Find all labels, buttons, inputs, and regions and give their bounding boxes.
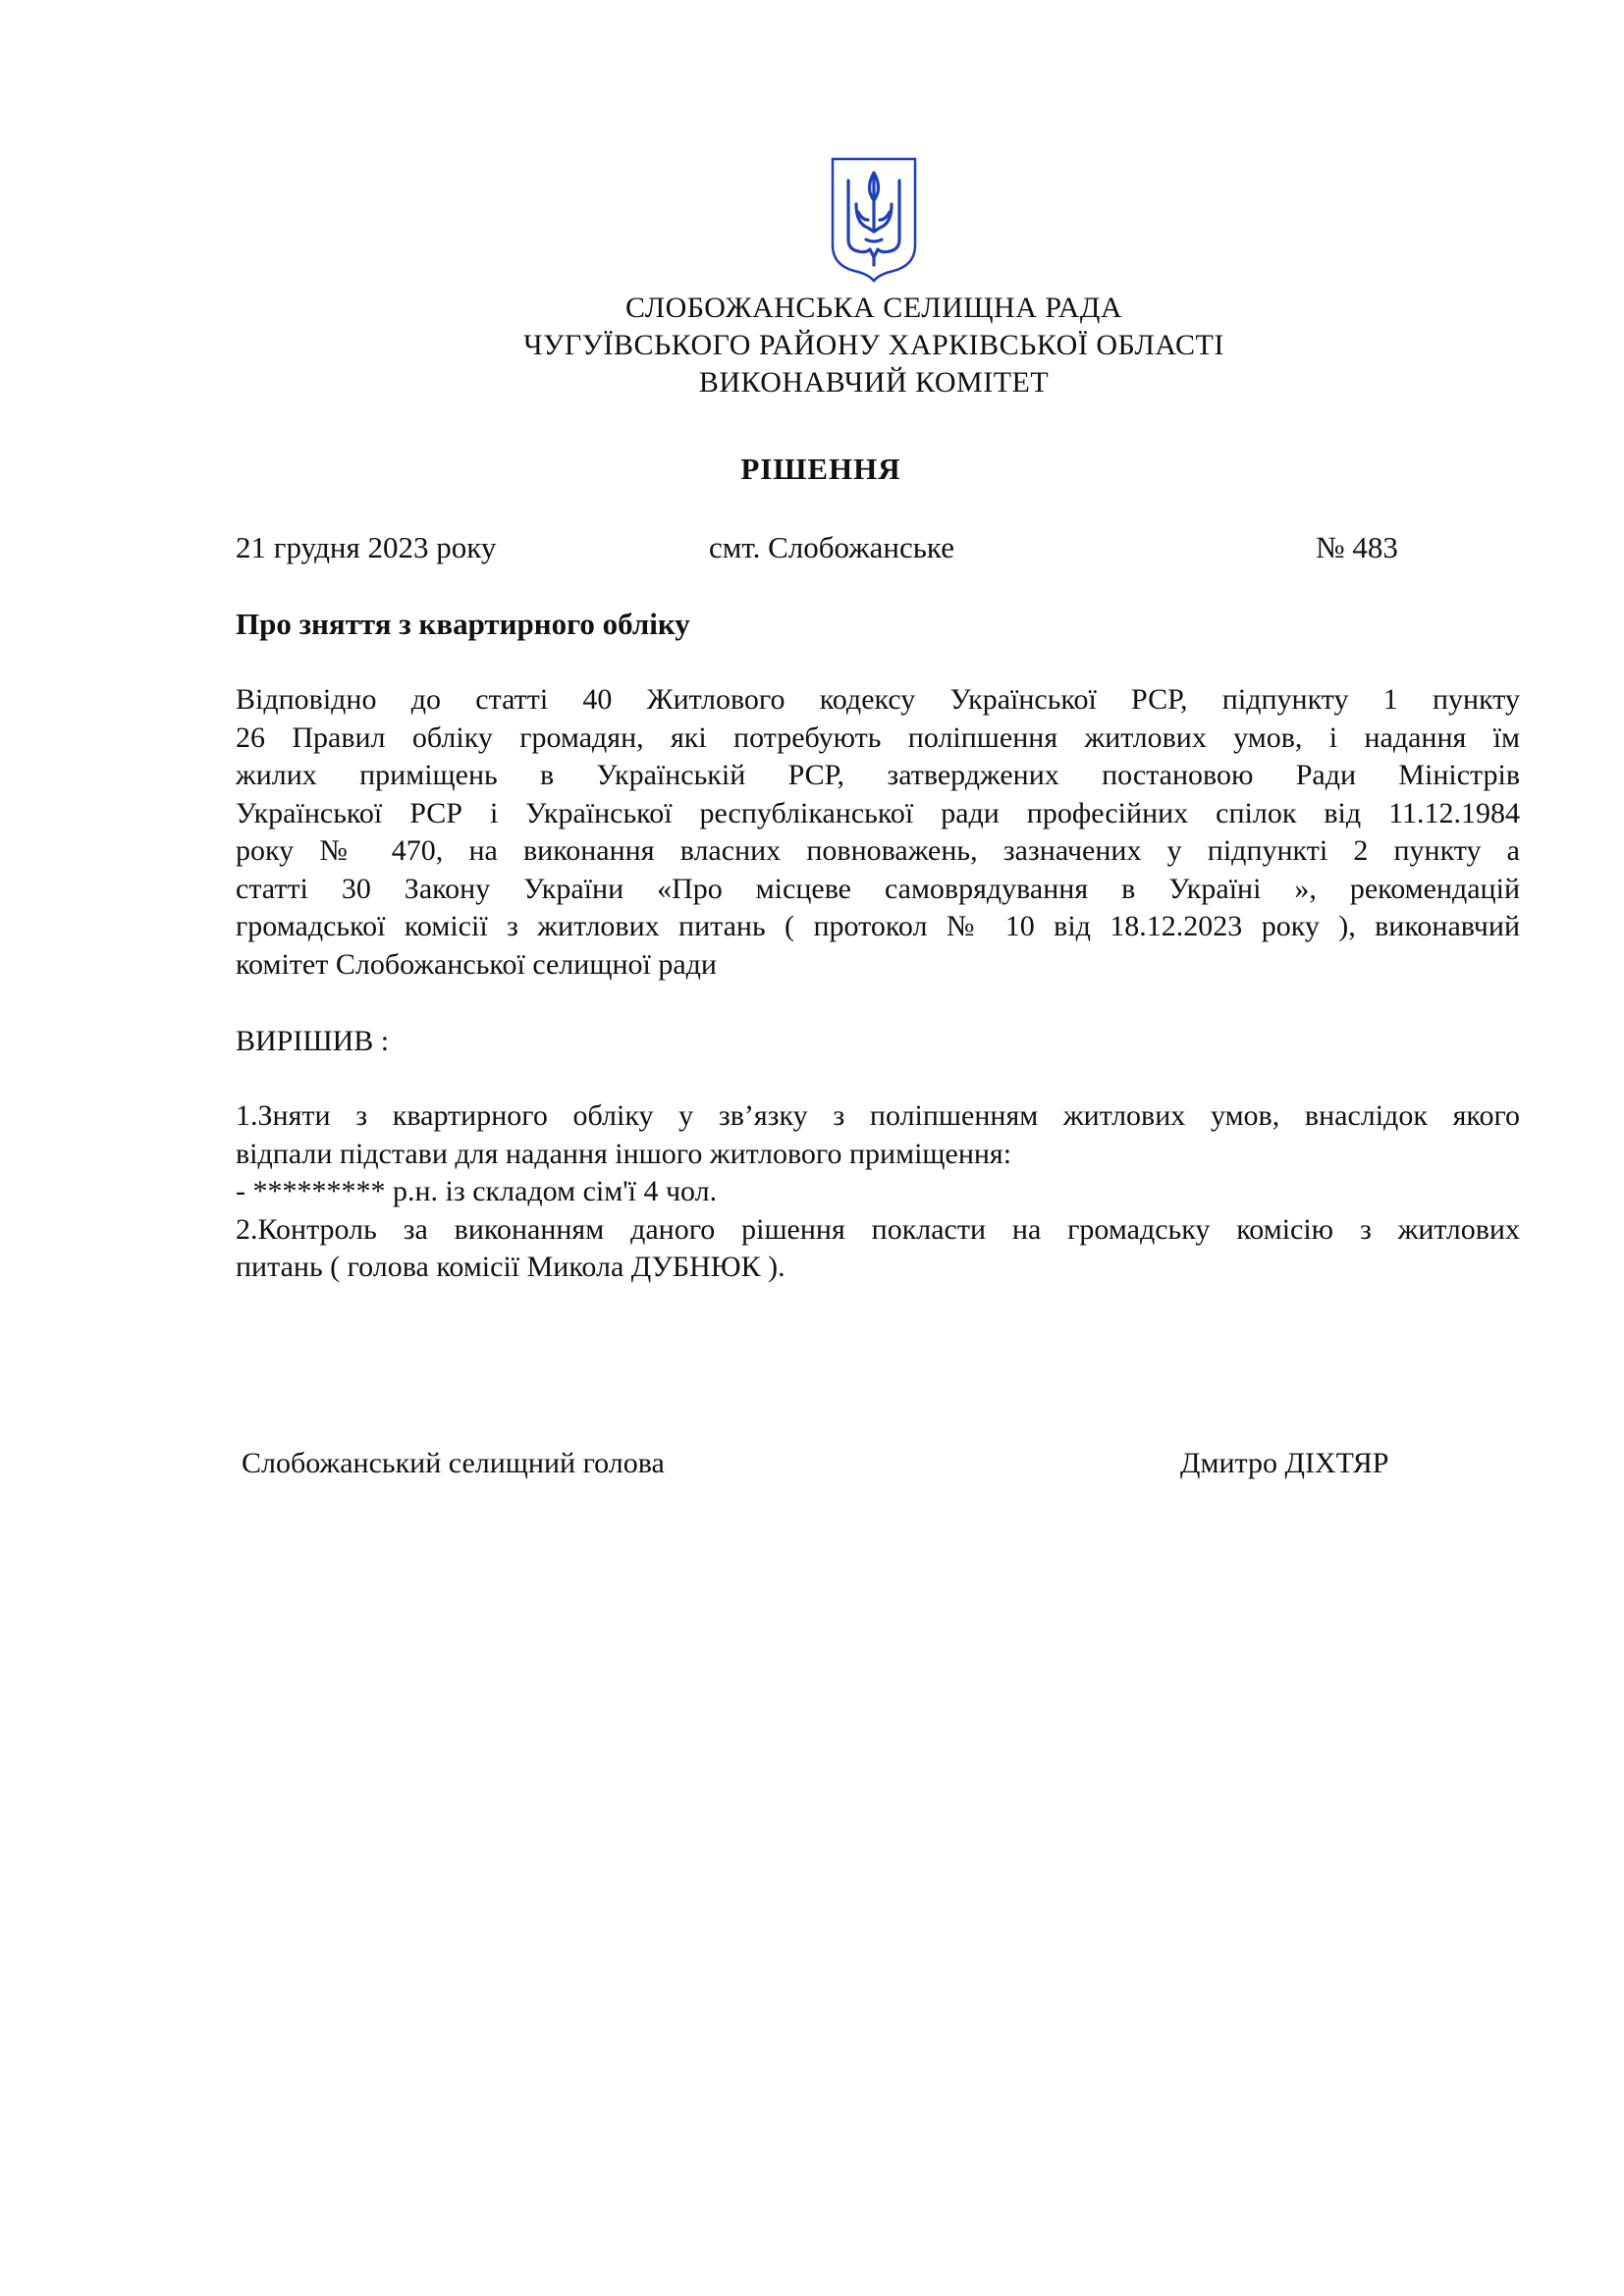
resolution-line: питань ( голова комісії Микола ДУБНЮК ). xyxy=(236,1251,785,1283)
resolution-line: відпали підстави для надання іншого житлового приміщення: xyxy=(236,1137,1012,1170)
preamble-line: Відповідно до статті 40 Житлового кодексу Української РСР, підпункту 1 пункту xyxy=(236,683,1520,716)
resolve-heading: ВИРІШИВ : xyxy=(236,1025,390,1057)
decision-number: № 483 xyxy=(1316,530,1398,564)
decision-date: 21 грудня 2023 року xyxy=(236,530,497,564)
council-name: СЛОБОЖАНСЬКА СЕЛИЩНА РАДА xyxy=(624,292,1123,324)
resolution-line: 2.Контроль за виконанням даного рішення покласти на громадську комісію з житлових xyxy=(236,1212,1520,1246)
committee-name: ВИКОНАВЧИЙ КОМІТЕТ xyxy=(698,366,1050,399)
resolution-line: - ********* р.н. із складом сім'ї 4 чол. xyxy=(236,1175,718,1207)
district-name: ЧУГУЇВСЬКОГО РАЙОНУ ХАРКІВСЬКОЇ ОБЛАСТІ xyxy=(523,329,1224,361)
decision-place: смт. Слобожанське xyxy=(709,530,954,564)
signatory-position: Слобожанський селищний голова xyxy=(242,1447,665,1479)
preamble-line: комітет Слобожанської селищної ради xyxy=(236,947,717,981)
document-title: РІШЕННЯ xyxy=(740,452,901,486)
preamble-line: жилих приміщень в Українській РСР, затверджених постановою Ради Міністрів xyxy=(236,759,1520,791)
ukraine-coat-of-arms-icon xyxy=(829,155,919,283)
preamble-paragraph xyxy=(236,681,1520,984)
preamble-line: року № 470, на виконання власних повноважень, зазначених у підпункті 2 пункту а xyxy=(236,834,1520,867)
decision-subject: Про зняття з квартирного обліку xyxy=(236,607,690,641)
preamble-line: статті 30 Закону України «Про місцеве самоврядування в Україні », рекомендацій xyxy=(236,872,1520,905)
signatory-name: Дмитро ДІХТЯР xyxy=(1180,1447,1389,1479)
preamble-line: 26 Правил обліку громадян, які потребують поліпшення житлових умов, і надання їм xyxy=(236,721,1520,754)
preamble-line: Української РСР і Української республіканської ради професійних спілок від 11.12.1984 xyxy=(236,796,1520,829)
resolution-items xyxy=(236,1097,1520,1287)
resolution-line: 1.Зняти з квартирного обліку у зв’язку з поліпшенням житлових умов, внаслідок якого xyxy=(236,1099,1520,1132)
preamble-line: громадської комісії з житлових питань ( протокол № 10 від 18.12.2023 року ), виконавчий xyxy=(236,910,1520,942)
